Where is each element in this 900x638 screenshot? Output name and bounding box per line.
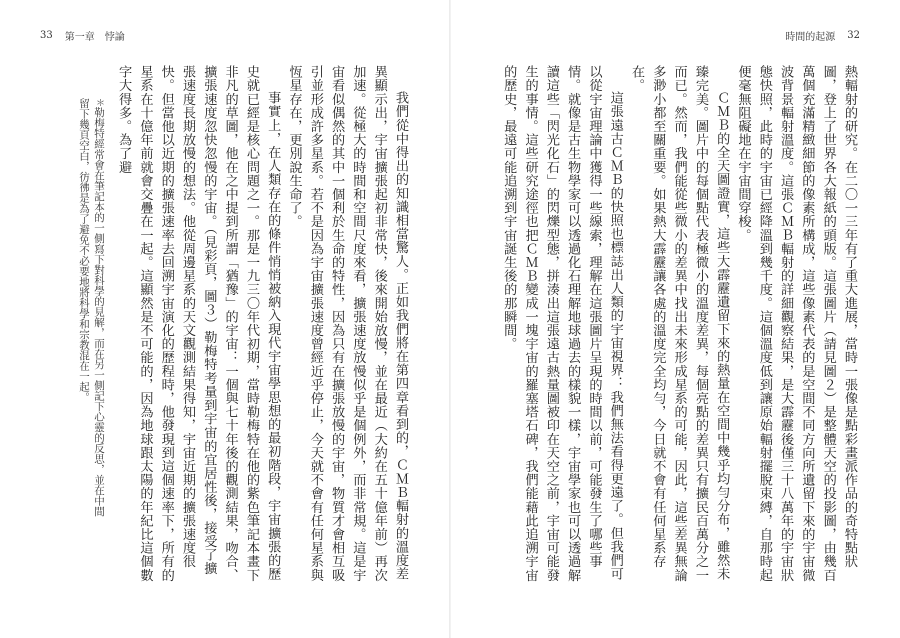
paragraph: 我們從中得出的知識相當驚人。正如我們將在第四章看到的，ＣＭＢ輻射的溫度差異顯示出，宇宙擴張起初非常快，後來開始放慢，並在最近（大約在五十億年前）再次加速。從極大的時間和空間尺度來看，擴張速度放慢似乎是個例外，而非常規。這是宇宙看似偶然的其中一個利於生命的特性，因為只有在擴張放慢的宇宙，物質才會相互吸引並形成許多星系。若不是因為宇宙擴張速度曾經近乎停止，今天就不會有任何星系與恆星存在，更別說生命了。	[286, 65, 408, 582]
chapter-title: 第一章 悖論	[64, 32, 125, 43]
paragraph: 事實上，在人類存在的條件悄悄被納入現代宇宙學思想的最初階段，宇宙擴張的歷史就已經是核心問題之一。那是一九三〇年代初期，當時勒梅特在他的紫色筆記本畫下非凡的草圖，他在之中提到所謂「猶豫」的宇宙：一個與七十年後的觀測結果，吻合、擴張速度忽快忽慢的宇宙。（見彩頁，圖３）勒梅特考量到宇宙的宜居性後，接受了擴張速度長期放慢的想法。他從周邊星系的天文觀測結果得知，宇宙近期的擴張速度很快。但當他以近期的擴張速率去回溯宇宙演化的歷程時，他發現到這個速率下，所有的星系在十億年前就會交疊在一起。這顯然是不可能的，因為地球跟太陽的年紀比這個數字大得多。為了避	[116, 65, 281, 582]
right-page-header	[785, 28, 860, 43]
book-title: 時間的起源	[785, 32, 836, 43]
paragraph: 這張遠古ＣＭＢ的快照也標誌出人類的宇宙視界：我們無法看得更遠了。但我們可以從宇宙理論中獲得一些線索，理解在這張圖片呈現的時間以前，可能發生了哪些事情。就像是古生物學家可以透過化石理解地球過去的樣貌一樣，宇宙學家也可以透過解讀這些「閃光化石」的閃爍型態，拼湊出這張遠古熱量圖被印在天空之前，宇宙可能發生的事情。這些研究途徑也把ＣＭＢ變成一塊宇宙的羅塞塔石碑，我們能藉此追溯宇宙的歷史，最遠可能追溯到宇宙誕生後的那瞬間。	[501, 65, 623, 582]
footnote	[66, 98, 106, 518]
footnote-text: 勒梅特經常會在筆記本的一側寫下對科學的見解，而在另一側記下心靈的反思，並在中間留下幾頁空白，彷彿是為了避免不必要地將科學和宗教混在一起。	[78, 98, 105, 517]
left-page-number: 33	[40, 30, 53, 41]
left-page-header	[40, 28, 125, 43]
paragraph: 熱輻射的研究。在二〇一三年有了重大進展，當時一張像是點彩畫派作品的奇特點狀圖，登上了世界各大報紙的頭版。這張圖片（請見圖２）是整體天空的投影圖，由幾百萬個充滿精緻細節的像素所構成，這些像素代表的是空間不同方向所遺留下來的宇宙微波背景輻射溫度。這張ＣＭＢ輻射的詳細觀察結果，是大霹靂後僅三十八萬年的宇宙狀態快照，此時的宇宙已經降溫到幾千度。這個溫度低到讓原始輻射擺脫束縛，自那時起便毫無阻礙地在宇宙間穿梭。	[735, 65, 857, 582]
right-page-text	[501, 65, 860, 585]
right-page-number: 32	[847, 30, 860, 41]
footnote-marker: ＊	[94, 98, 104, 107]
left-page-text	[116, 65, 411, 585]
page-gutter	[449, 0, 451, 638]
paragraph: ＣＭＢ的全天圖證實，這些大霹靂遺留下來的熱量在空間中幾乎均勻分布，雖然未臻完美。圖片中的每個點代表極微小的溫度差異，每個亮點的差異只有擴民百萬分之一而已。然而，我們能從些微小的差異中找出未來形成星系的可能，因此，這些差異無論多渺小都至關重要。如果熱大霹靂讓各處的溫度完全均勻，今日就不會有任何星系存在。	[629, 65, 730, 582]
